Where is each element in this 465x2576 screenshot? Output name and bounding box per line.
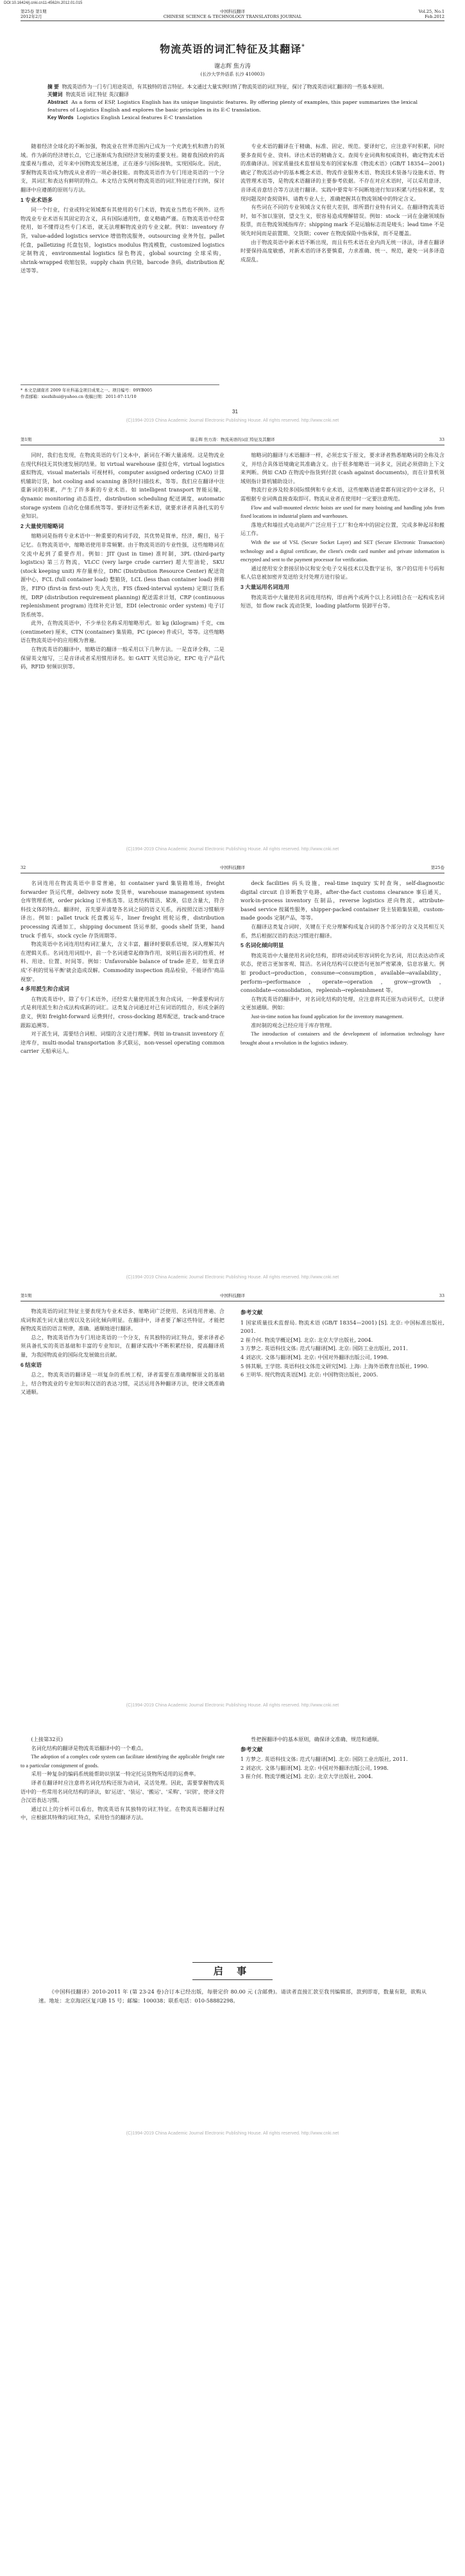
footnote: * 本文是湖南省 2009 年社科基金项目成果之一。项目编号：09YB005 作者邮箱：xiezhihui@yahoo.cn 收稿日期：2011-07-11/10 (21, 384, 219, 400)
paragraph: 总之，物流英语的翻译是一项复杂的系统工程，译者需要在准确理解原文的基础上，结合物流业的专业知识和汉语的表达习惯，灵活运用各种翻译方法，使译文既准确又通顺。 (21, 1371, 224, 1396)
header-left: 第1期 (21, 437, 32, 442)
header-center: 中国科技翻译 (220, 1293, 245, 1298)
body-column-right (241, 879, 444, 1264)
abstract-text: 物流英语作为一门专门用途英语，有其独特的语言特征。本文通过大量实例归纳了物流英语的词汇特征，探讨了物流英语词汇翻译的一些基本原则。 (62, 84, 387, 90)
copyright-line: (C)1994-2019 China Academic Journal Electronic Publishing House. All rights reserved. http://www.cnki.net (126, 1275, 339, 1280)
authors: 谢志辉 焦方涛 (214, 63, 251, 70)
body-column-left (21, 142, 224, 379)
paragraph: 同时，我们也发现，在物流英语的专门文本中，新词在不断大量涌现。这是物流业在现代科技无其快速发展的结果。如 virtual warehouse 虚拟仓库，virtual logistics 虚拟物流，visual materials 可视材料，computer assigned ordering (CAO) 计算机辅助订货，hot cooling and scanning 备货时扫描技术，等等。我们应在翻译中注重新词的积累，产生了许多新的专业术语。如 intelligent transport 智能运输，dynamic monitoring 动态监控，distribution scheduling 配送调度，automatic storage system 自动化仓储系统等等。要译好这些新术语，就要求译者具备扎实的专业知识。 (21, 452, 224, 520)
copyright-line: (C)1994-2019 China Academic Journal Electronic Publishing House. All rights reserved. http://www.cnki.net (126, 418, 339, 423)
paragraph: 物流行业涉及较多国际惯例和专业术语，这些缩略语通常都有固定的中文译名，只需根据专业词典直接查取即可。物流从业者在使用时一定要注意规范。 (241, 486, 444, 502)
example-translation: 采用一种复杂的编码系统能帮助识别某一特定托运货物所适用的运费率。 (31, 1771, 199, 1778)
reference-item: 6 王明华. 现代物流英语[M]. 北京: 中国物资出版社, 2005. (241, 1371, 378, 1378)
abstract-block (47, 83, 418, 122)
reference-item: 1 方梦之. 英语科技文体: 范式与翻译[M]. 北京: 国防工业出版社, 2011. (241, 1756, 408, 1763)
body-column-right (241, 142, 444, 411)
paragraph: 专业术语的翻译在于精确、标准、固定、规范。要译好它，应注意平时积累，同时要多查阅专业、资料。译出术语的精确含义。查阅专业词典和权威资料，确定物流术语的准确译法。国家质量技术监督局发布的国家标准《物流术语》(GB/T 18354—2001) 确定了物流活动中的基本概念术语、物流作业服务术语、物流技术装备与设施术语、物流管理术语等，是物流术语翻译的主要参考依据。不存在对应术语时，可以采用意译、音译或音意结合等方法进行翻译。实践中要常年不间断地进行知识积累与经验积累，发现问题及时查阅资料、请教专业人士，准确把握其在物流领域中的特定含义。 (241, 143, 444, 202)
paragraph: 由于物流英语中新术语不断出现，而且有些术语在业内尚无统一译法，译者在翻译时要保持高度敏感，对新术语的译名要慎重，力求准确、统一、规范，避免一词多译造成混乱。 (241, 238, 444, 263)
page-1 (0, 6, 465, 417)
page-header (21, 437, 444, 449)
abstract-en-text: As a form of ESP, Logistics English has its unique linguistic features. By offering plenty of examples, this paper summarizes the lexical features of Logistics English and explores the basic principles in its E-C translation. (47, 99, 418, 113)
example-sentence: The adoption of a complex code system can facilitate identifying the applicable freight rate to a particular consignment of goods. (21, 1754, 224, 1769)
example-translation: 通过使用安全套接层协议和安全电子交易技术以及数字证书，客户的信用卡号码和私人信息被加密并发送给支付处理方进行验证。 (241, 565, 444, 581)
abstract-label: 摘 要 (47, 84, 59, 90)
header-center: 中国科技翻译 (220, 865, 245, 870)
notice-title: 启 事 (192, 1962, 273, 1980)
paragraph: 译者在翻译时应注意将名词化结构还原为动词，灵活处理。因此，需要掌握物流英语中的一些常用名词化结构的译法，如'运送'、'装运'、'搬运'、'采购'、'识别'，使译文符合汉语表达习惯。 (21, 1779, 224, 1804)
header-center: 中国科技翻译 CHINESE SCIENCE & TECHNOLOGY TRANSLATORS JOURNAL (163, 9, 302, 19)
paragraph: 在物流英语中，除了专门术语外，还经常大量使用派生和合成词，一种重要构词方式是利用派生和合成法构成新的词汇。这类复合词通过对已有词语的组合，形成全新的意义，例如 freight-forward 运费到付，cross-docking 越库配送，track-and-trace 跟踪追溯等。 (21, 995, 224, 1028)
paragraph: 物流英语的词汇特征主要表现为专业术语多、缩略词广泛使用、名词连用普遍、合成词和派生词大量出现以及名词化倾向明显。在翻译中，译者要了解这些特征，才能把握物流英语的语言规律，准确、通顺地进行翻译。 (21, 1308, 224, 1332)
section-heading: 5 名词化倾向明显 (241, 942, 284, 949)
reference-item: 3 方梦之. 英语科技文体: 范式与翻译[M]. 北京: 国防工业出版社, 2011. (241, 1345, 408, 1352)
page-header (21, 1293, 444, 1305)
abstract-en-label: Abstract (47, 99, 68, 105)
paragraph: 物流英语中大量使用名词连用结构，即由两个或两个以上名词组合在一起构成名词短语，如 flow rack 流动货架，loading platform 装卸平台等。 (241, 593, 444, 609)
body-column-right (241, 451, 444, 836)
header-right: 第25卷 (430, 865, 444, 870)
section-heading: 3 大量运用名词连用 (241, 583, 289, 590)
paragraph: 在物流英语的翻译中，缩略语的翻译一般采用以下几种方法。一是直译全称，二是保留英文缩写，三是音译或者采用惯用译名。如 GATT 关贸总协定，EPC 电子产品代码，RFID 射频识别等。 (21, 646, 224, 670)
header-right: Vol.25, No.1 Feb.2012 (418, 9, 444, 19)
keywords: 物流英语 词汇特征 英汉翻译 (65, 92, 129, 97)
doi-label: DOI:10.16424/j.cnki.cn11-4562/n.2012.01.015 (4, 1, 83, 5)
paragraph: 缩略词是指将专业术语中一种重要的构词手段，其优势是简单，经济，醒目，易于记忆。在物流英语中，缩略语使用非常频繁。由于物流英语的专业性强，这些缩略词在交流中起到了重要作用。例如：JIT (just in time) 准时制，3PL (third-party logistics) 第三方物流，VLCC (very large crude carrier) 超大型油轮，SKU (stock keeping unit) 库存量单位，DRC (Distribution Resource Center) 配送资源中心，FCL (full container load) 整箱货，LCL (less than container load) 拼箱货，FIFO (first-in first-out) 先入先出，FIS (fixed-interval system) 定期订货系统，DRP (distribution requirement planning) 配送需求计划，CRP (continuous replenishment program) 连续补充计划，EDI (electronic order system) 电子订货系统等。 (21, 533, 224, 618)
header-left: 32 (21, 865, 26, 870)
copyright-line: (C)1994-2019 China Academic Journal Electronic Publishing House. All rights reserved. http://www.cnki.net (126, 847, 339, 852)
paragraph: 随着经济全球化的不断加强，物流业在世界范围内已成为一个充满生机和潜力的领域。作为新的经济增长点，它已逐渐成为我国经济发展的重要支柱。随着我国政府的高度重视与推动，近年来中国物流发展迅速，正在逐步与国际接轨，实现国际化。因此，掌握物流英语成为物流从业者的一项必备技能。而物流英语作为专门用途英语的一个分支，其词汇和表达有鲜明的特点。本文结合实例对物流英语的词汇特征进行归纳，探讨翻译中应遵循的原则与方法。 (21, 143, 224, 193)
article-title: 物流英语的词汇特征及其翻译* (160, 43, 305, 55)
page-header (21, 865, 444, 877)
affiliation: (长沙大学外语系 长沙 410003) (200, 72, 265, 77)
page-3 (0, 863, 465, 1273)
paragraph: 在翻译这类复合词时，关键在于充分理解构成复合词的各个部分的含义及其相互关系，然后根据汉语的表达习惯进行翻译。 (241, 923, 444, 939)
reference-item: 2 崔介何. 物流学概论[M]. 北京: 北京大学出版社, 2004. (241, 1336, 373, 1343)
example-sentence: Flow and wall-mounted electric hoists are used for many hoisting and handling jobs from fixed locations in industrial plants and warehouses. (241, 504, 444, 520)
paragraph: 名词化结构的翻译是物流英语翻译中的一个难点。 (31, 1744, 147, 1751)
page-header (21, 9, 444, 21)
paragraph: (上接第32页) (31, 1736, 63, 1742)
example-sentence: With the use of VSL (Secure Socket Layer) and SET (Secure Electronic Transaction) technology and a digital certificate, the client's credit card number and private information is encrypted and sent to the payment processor for verification. (241, 539, 444, 563)
paragraph: 缩略词的翻译与术语翻译一样，必须忠实于原文，要求译者熟悉缩略词的全称及含义，并结合具体语境确定其准确含义。由于很多缩略语一词多义，因此必须借助上下文来判断。例如 CAD 在物流中指货到付款 (cash against documents)，而在计算机领域则指计算机辅助设计。 (241, 452, 444, 484)
notice-text (38, 1988, 427, 2039)
example-sentence: Just-in-time notion has found application for the inventory management. (251, 1013, 404, 1020)
body-column-left (21, 879, 224, 1264)
reference-item: 5 韩其顺, 王学铭. 英语科技文体范文研究[M]. 上海: 上海外语教育出版社, 1990. (241, 1362, 429, 1369)
paragraph: 同一个行业，行业或特定领域都有其使用的专门术语，物流业当然也不例外。这些物流业专业术语有其固定的含义，具有国际通用性，意义精确严谨。在物流英语中经常使用，如不懂得这些专门术语，就无法理解物流业的专业文献。例如：inventory 存货，value-added logistics service 增值物流服务，outsourcing 业务外包，pallet 托盘，palletizing 托盘包装，logistics modulus 物流模数，customized logistics 定制物流，environmental logistics 绿色物流，global sourcing 全球采购，shrink-wrapped 收缩包装，supply chain 供应链，barcode 条码，distribution 配送等等。 (21, 206, 224, 274)
keywords-label: 关键词 (47, 92, 63, 97)
paragraph: 有些词在不同的专业领域含义有很大差别，即所谓行业特有词义。在翻译物流英语时，如不加以鉴别，望文生义，很容易造成理解错误。例如：stock 一词在金融领域指股票，而在物流领域指库存；shipping mark 不是运输标志而是唛头；lead time 不是领先时间而是前置期、交货期；cover 在物流保险中指承保，而不是覆盖。 (241, 204, 444, 236)
references-heading: 参考文献 (241, 1746, 263, 1753)
copyright-line: (C)1994-2019 China Academic Journal Electronic Publishing House. All rights reserved. http://www.cnki.net (126, 1703, 339, 1708)
header-right: 33 (439, 1293, 444, 1298)
body-column-left (21, 451, 224, 836)
paragraph: deck facilities 码头设施，real-time inquiry 实时查询，self-diagnostic digital circuit 自诊断数字电路，after-the-fact customs clearance 事后通关，work-in-process inventory 在制品，reverse logistics 逆向物流，attribute-based service 按属性服务，shipper-packed container 货主装箱集装箱，custom-made goods 定制产品，等等。 (241, 880, 444, 921)
notice-paragraph: 《中国科技翻译》2010-2011 年 (第 23-24 卷)合订本已经出版，每册定价 80.00 元 (含邮费)。请读者直接汇款至我刊编辑部，款到即寄，数量有限，欲购从速。地址：北京海淀区复兴路 15 号；邮编：100038；联系电话：010-58882298。 (38, 1988, 427, 2004)
references-column (241, 1307, 444, 1692)
reference-item: 4 刘宓庆. 文体与翻译[M]. 北京: 中国对外翻译出版公司, 1998. (241, 1353, 389, 1360)
paragraph: 物流英语中名词连用结构词汇量大，含义丰富，翻译时要联系语境，深入理解其内在逻辑关系。名词连用词组中，前一个名词通常起修饰作用，说明后面名词的性质、材料、用途、位置、时间等。例如：Unfavorable balance of trade 逆差，如果直译成'不利的贸易平衡'就会造成误解。Commodity inspection 商品检验，不能译作'商品视察'。 (21, 941, 224, 982)
page-number: 31 (232, 409, 238, 415)
header-left: 第25卷 第1期 2012年2月 (21, 9, 47, 19)
section-heading: 2 大量使用缩略词 (21, 522, 64, 529)
paragraph: 在物流英语的翻译中，对名词化结构的处理，应注意将其还原为动词形式，以使译文更加通顺。例如： (241, 995, 444, 1011)
paragraph: 名词连用在物流英语中非常普遍，如 container yard 集装箱堆场，freight forwarder 货运代理，delivery note 发货单，warehouse management system 仓库管理系统，order picking 订单拣选等。这类结构简洁、紧凑，信息含量大，符合科技文体的特点。翻译时，首先要弄清楚各名词之间的语义关系，再按照汉语习惯顺序译出。例如：pallet truck 托盘搬运车，liner freight 班轮运费，distribution processing 流通加工，shipping document 货运单据，goods shelf 货架，hand truck 手推车，stock cycle 存货周期等。 (21, 880, 224, 939)
section-heading: 1 专业术语多 (21, 196, 53, 203)
header-center: 谢志辉 焦方涛：物流英语的词汇特征及其翻译 (190, 437, 275, 442)
paragraph: 总之，物流英语作为专门用途英语的一个分支，有其独特的词汇特点，要求译者必须具备扎实的英语基础和丰富的专业知识，在翻译实践中不断积累经验，提高翻译质量，为我国物流业的国际化发展做出贡献。 (21, 1333, 224, 1358)
example-translation: 落地式和墙挂式电动葫芦广泛应用于工厂和仓库中的固定位置，完成多种起吊和搬运工作。 (241, 521, 444, 537)
references-heading: 参考文献 (241, 1309, 263, 1316)
page-2 (0, 434, 465, 845)
paragraph: 此外，在物流英语中，不少单位名称采用缩略形式。如 kg (kilogram) 千克，cm (centimeter) 厘米，CTN (container) 集装箱，PC (piece) 件或只，等等。这些缩略语在物流英语中的应用极为普遍。 (21, 620, 224, 644)
reference-item: 2 刘宓庆. 文体与翻译[M]. 北京: 中国对外翻译出版公司, 1998. (241, 1764, 389, 1771)
reference-item: 3 崔介何. 物流学概论[M]. 北京: 北京大学出版社, 2004. (241, 1773, 373, 1780)
example-translation: 准时制的观念已经应用于库存管理。 (251, 1021, 335, 1028)
body-column-left (21, 1735, 224, 1953)
example-sentence: The introduction of containers and the development of information technology have brought about a revolution in the logistics industry. (241, 1031, 444, 1046)
keywords-en: Logistics English Lexical features E-C translation (76, 115, 203, 120)
paragraph: 对于派生词，需要结合词根、词缀的含义进行理解。例如 in-transit inventory 在途库存，multi-modal transportation 多式联运，non-vessel operating common carrier 无船承运人。 (21, 1030, 224, 1055)
reference-item: 1 国家质量技术监督局. 物流术语 (GB/T 18354—2001) [S]. 北京: 中国标准出版社, 2001. (241, 1319, 444, 1335)
header-left: 第1期 (21, 1293, 32, 1298)
paragraph: 物流英语中大量使用名词化结构，即将动词或形容词转化为名词，用以表达动作或状态，使语言更加客观、简洁。名词化结构可以使语句更加严密紧凑，信息容量大。例如 product→production，consume→consumption，available→availability，perform→performance，operate→operation，grow→growth，consolidate→consolidation，replenish→replenishment 等。 (241, 952, 444, 994)
header-right: 33 (439, 437, 444, 442)
paragraph: 通过以上的分析可以看出，物流英语有其独特的词汇特征。在物流英语翻译过程中，应根据其特殊的词汇特点，采用恰当的翻译方法。 (21, 1805, 224, 1821)
section-heading: 4 多用派生和合成词 (21, 986, 69, 993)
page-4 (0, 1291, 465, 1701)
body-column-right (241, 1735, 444, 1953)
copyright-line: (C)1994-2019 China Academic Journal Electronic Publishing House. All rights reserved. http://www.cnki.net (126, 2131, 339, 2136)
body-column-left (21, 1307, 224, 1692)
section-heading: 6 结束语 (21, 1361, 42, 1368)
page-5 (0, 1719, 465, 2129)
paragraph: 性把握翻译中的基本原则，确保译文准确、规范和通顺。 (251, 1736, 383, 1742)
keywords-en-label: Key Words (47, 115, 74, 120)
